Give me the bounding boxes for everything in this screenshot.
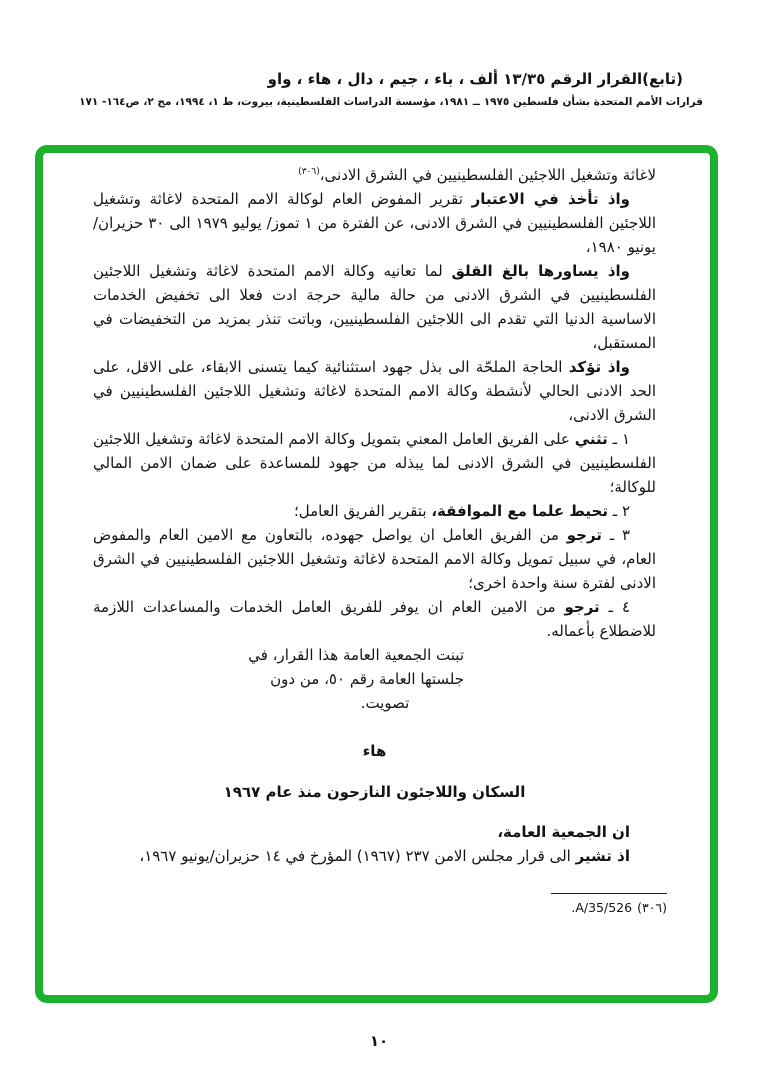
section-letter-heading: هاء: [362, 742, 387, 760]
adoption-note: [248, 643, 464, 715]
item-number: ٢ ـ: [608, 502, 630, 520]
recital-lead: واذ تؤكد: [568, 358, 630, 376]
recital-emphasizing: [93, 355, 656, 427]
section-opening: ان الجمعية العامة،: [497, 823, 630, 841]
operative-item-2: [93, 499, 656, 523]
item-lead: تحيط علما مع الموافقة،: [431, 502, 608, 520]
adoption-line: جلستها العامة رقم ٥٠، من دون: [270, 670, 464, 688]
operative-item-1: [93, 427, 656, 499]
footnote-306: [551, 893, 667, 916]
page-number: ١٠: [369, 1032, 389, 1050]
section-title: السكان واللاجئون النازحون منذ عام ١٩٦٧: [223, 783, 526, 801]
header-resolution-line: (تابع)القرار الرقم ١٣/٣٥ ألف ، باء ، جيم ، دال ، هاء ، واو: [267, 70, 683, 88]
recital-deeply-concerned: [93, 259, 656, 355]
adoption-line: تبنت الجمعية العامة هذا القرار، في: [248, 646, 464, 664]
item-text: على الفريق العامل المعني بتمويل وكالة الامم المتحدة لاغاثة وتشغيل اللاجئين الفلسطينيين في الشرق الادنى لما يبذله من جهود للمساعدة على ضمان الامن المالي للوكالة؛: [93, 430, 656, 496]
item-lead: تثني: [574, 430, 608, 448]
resolution-body: [43, 153, 710, 995]
adoption-line: تصويت.: [360, 694, 410, 712]
operative-item-4: [93, 595, 656, 643]
operative-item-3: [93, 523, 656, 595]
recital-lead: واذ تأخذ في الاعتبار: [471, 190, 630, 208]
recital-text: الحاجة الملحّة الى بذل جهود استثنائية كيما يتسنى الابقاء، على الاقل، على الحد الادنى الحالي لأنشطة وكالة الامم المتحدة لاغاثة وتشغيل اللاجئين الفلسطينيين في الشرق الادنى،: [93, 358, 656, 424]
item-lead: ترجو: [566, 526, 602, 544]
recital-text: الى قرار مجلس الامن ٢٣٧ (١٩٦٧) المؤرخ في ١٤ حزيران/يونيو ١٩٦٧،: [139, 847, 576, 865]
item-number: ٣ ـ: [601, 526, 630, 544]
item-text: من الامين العام ان يوفر للفريق العامل الخدمات والمساعدات اللازمة للاضطلاع بأعماله.: [93, 598, 656, 640]
recital-text: لما تعانيه وكالة الامم المتحدة لاغاثة وتشغيل اللاجئين الفلسطينيين في الشرق الادنى من حالة مالية حرجة ادت فعلا الى تخفيض الخدمات الاساسية الدنيا التي تقدم الى اللاجئين الفلسطينيين، وباتت تنذر بمزيد من التخفيضات في المستقبل،: [93, 262, 656, 352]
header-source-line: قرارات الأمم المتحدة بشأن فلسطين ١٩٧٥ ــ ١٩٨١، مؤسسة الدراسات الفلسطينية، بيروت، ط ١، ١٩٩٤، مج ٢، ص١٦٤- ١٧١: [79, 96, 703, 108]
item-lead: ترجو: [564, 598, 600, 616]
footnote-source-document: A/35/526.: [571, 900, 633, 915]
section-recital: [93, 844, 656, 868]
recital-taking-into-account: [93, 187, 656, 259]
continuation-paragraph: [93, 163, 656, 187]
footnote-ref-label: (٣٠٦): [637, 900, 667, 915]
recital-lead: واذ يساورها بالغ القلق: [451, 262, 630, 280]
recital-lead: اذ تشير: [575, 847, 630, 865]
footnote-reference-306: (٣٠٦): [298, 167, 320, 177]
item-text: بتقرير الفريق العامل؛: [293, 502, 432, 520]
item-number: ١ ـ: [607, 430, 630, 448]
item-text: من الفريق العامل ان يواصل جهوده، بالتعاون مع الامين العام والمفوض العام، في سبيل تمويل وكالة الامم المتحدة لاغاثة وتشغيل اللاجئين الفلسطينيين في الشرق الادنى لفترة سنة واحدة اخرى؛: [93, 526, 656, 592]
continuation-text: لاغاثة وتشغيل اللاجئين الفلسطينيين في الشرق الادنى،: [319, 166, 656, 184]
item-number: ٤ ـ: [599, 598, 630, 616]
page-header: [40, 70, 703, 108]
green-border-frame: [35, 145, 718, 1003]
recital-text: تقرير المفوض العام لوكالة الامم المتحدة لاغاثة وتشغيل اللاجئين الفلسطينيين في الشرق الادنى، عن الفترة من ١ تموز/ يوليو ١٩٧٩ الى ٣٠ حزيران/يونيو ١٩٨٠،: [93, 190, 657, 256]
